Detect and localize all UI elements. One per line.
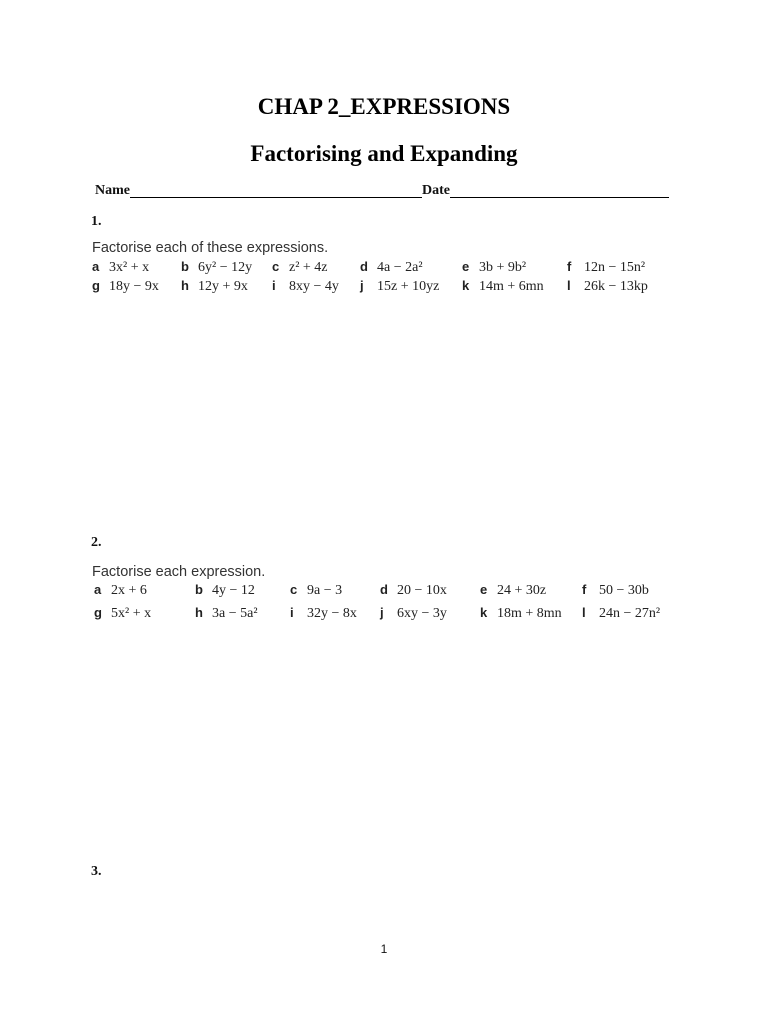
item-label: d — [360, 259, 368, 274]
item-expression: 12n − 15n² — [584, 260, 646, 275]
question-number: 1. — [91, 214, 102, 229]
exercise-item — [360, 259, 423, 276]
item-expression: 24 + 30z — [497, 583, 547, 598]
exercise-item — [272, 259, 328, 276]
item-label: f — [582, 582, 587, 597]
item-label: j — [380, 605, 384, 620]
page-number: 1 — [380, 942, 388, 956]
exercise-item — [480, 582, 546, 599]
exercise-item — [582, 605, 660, 622]
item-label: l — [567, 278, 571, 293]
item-label: i — [290, 605, 294, 620]
exercise-item — [360, 278, 439, 295]
item-label: h — [181, 278, 189, 293]
item-expression: 12y + 9x — [198, 279, 248, 294]
exercise-item — [567, 278, 648, 295]
item-expression: 4a − 2a² — [377, 260, 423, 275]
item-expression: 18y − 9x — [109, 279, 159, 294]
exercise-item — [462, 278, 544, 295]
exercise-item — [480, 605, 562, 622]
page-title: CHAP 2_EXPRESSIONS — [257, 94, 511, 119]
item-expression: 6xy − 3y — [397, 606, 447, 621]
item-expression: 3x² + x — [109, 260, 150, 275]
page-subtitle: Factorising and Expanding — [250, 141, 518, 166]
exercise-item — [94, 582, 147, 599]
item-expression: 32y − 8x — [307, 606, 357, 621]
item-label: b — [195, 582, 203, 597]
item-label: d — [380, 582, 388, 597]
item-label: a — [92, 259, 100, 274]
name-field-line[interactable] — [130, 185, 422, 198]
question-instruction: Factorise each expression. — [92, 564, 266, 580]
date-label: Date — [422, 183, 450, 198]
item-label: g — [92, 278, 100, 293]
item-label: e — [462, 259, 470, 274]
item-expression: 5x² + x — [111, 606, 152, 621]
exercise-item — [92, 278, 159, 295]
item-expression: 2x + 6 — [111, 583, 147, 598]
exercise-item — [181, 278, 248, 295]
item-expression: z² + 4z — [289, 260, 328, 275]
item-label: k — [480, 605, 488, 620]
item-expression: 9a − 3 — [307, 583, 343, 598]
item-expression: 14m + 6mn — [479, 279, 544, 294]
exercise-item — [92, 259, 149, 276]
exercise-item — [195, 605, 258, 622]
item-expression: 18m + 8mn — [497, 606, 562, 621]
item-label: l — [582, 605, 586, 620]
item-expression: 26k − 13kp — [584, 279, 648, 294]
item-expression: 24n − 27n² — [599, 606, 661, 621]
exercise-item — [462, 259, 526, 276]
item-expression: 20 − 10x — [397, 583, 447, 598]
item-label: k — [462, 278, 470, 293]
name-label: Name — [95, 183, 130, 198]
exercise-item — [181, 259, 252, 276]
exercise-item — [290, 582, 342, 599]
question-instruction: Factorise each of these expressions. — [92, 240, 329, 256]
item-label: i — [272, 278, 276, 293]
exercise-item — [94, 605, 151, 622]
item-label: h — [195, 605, 203, 620]
date-field-line[interactable] — [450, 185, 669, 198]
item-label: b — [181, 259, 189, 274]
exercise-item — [380, 582, 447, 599]
exercise-item — [290, 605, 357, 622]
exercise-item — [380, 605, 447, 622]
item-label: g — [94, 605, 102, 620]
exercise-item — [272, 278, 339, 295]
item-expression: 50 − 30b — [599, 583, 649, 598]
item-expression: 6y² − 12y — [198, 260, 253, 275]
item-label: f — [567, 259, 572, 274]
item-label: j — [360, 278, 364, 293]
question-number: 3. — [91, 864, 102, 879]
item-label: e — [480, 582, 488, 597]
name-date-row — [95, 183, 669, 199]
exercise-item — [582, 582, 649, 599]
exercise-item — [567, 259, 645, 276]
item-label: c — [272, 259, 280, 274]
exercise-item — [195, 582, 255, 599]
item-expression: 8xy − 4y — [289, 279, 339, 294]
item-expression: 4y − 12 — [212, 583, 255, 598]
item-expression: 3b + 9b² — [479, 260, 527, 275]
item-expression: 15z + 10yz — [377, 279, 440, 294]
item-label: a — [94, 582, 102, 597]
question-number: 2. — [91, 535, 102, 550]
item-label: c — [290, 582, 298, 597]
item-expression: 3a − 5a² — [212, 606, 258, 621]
